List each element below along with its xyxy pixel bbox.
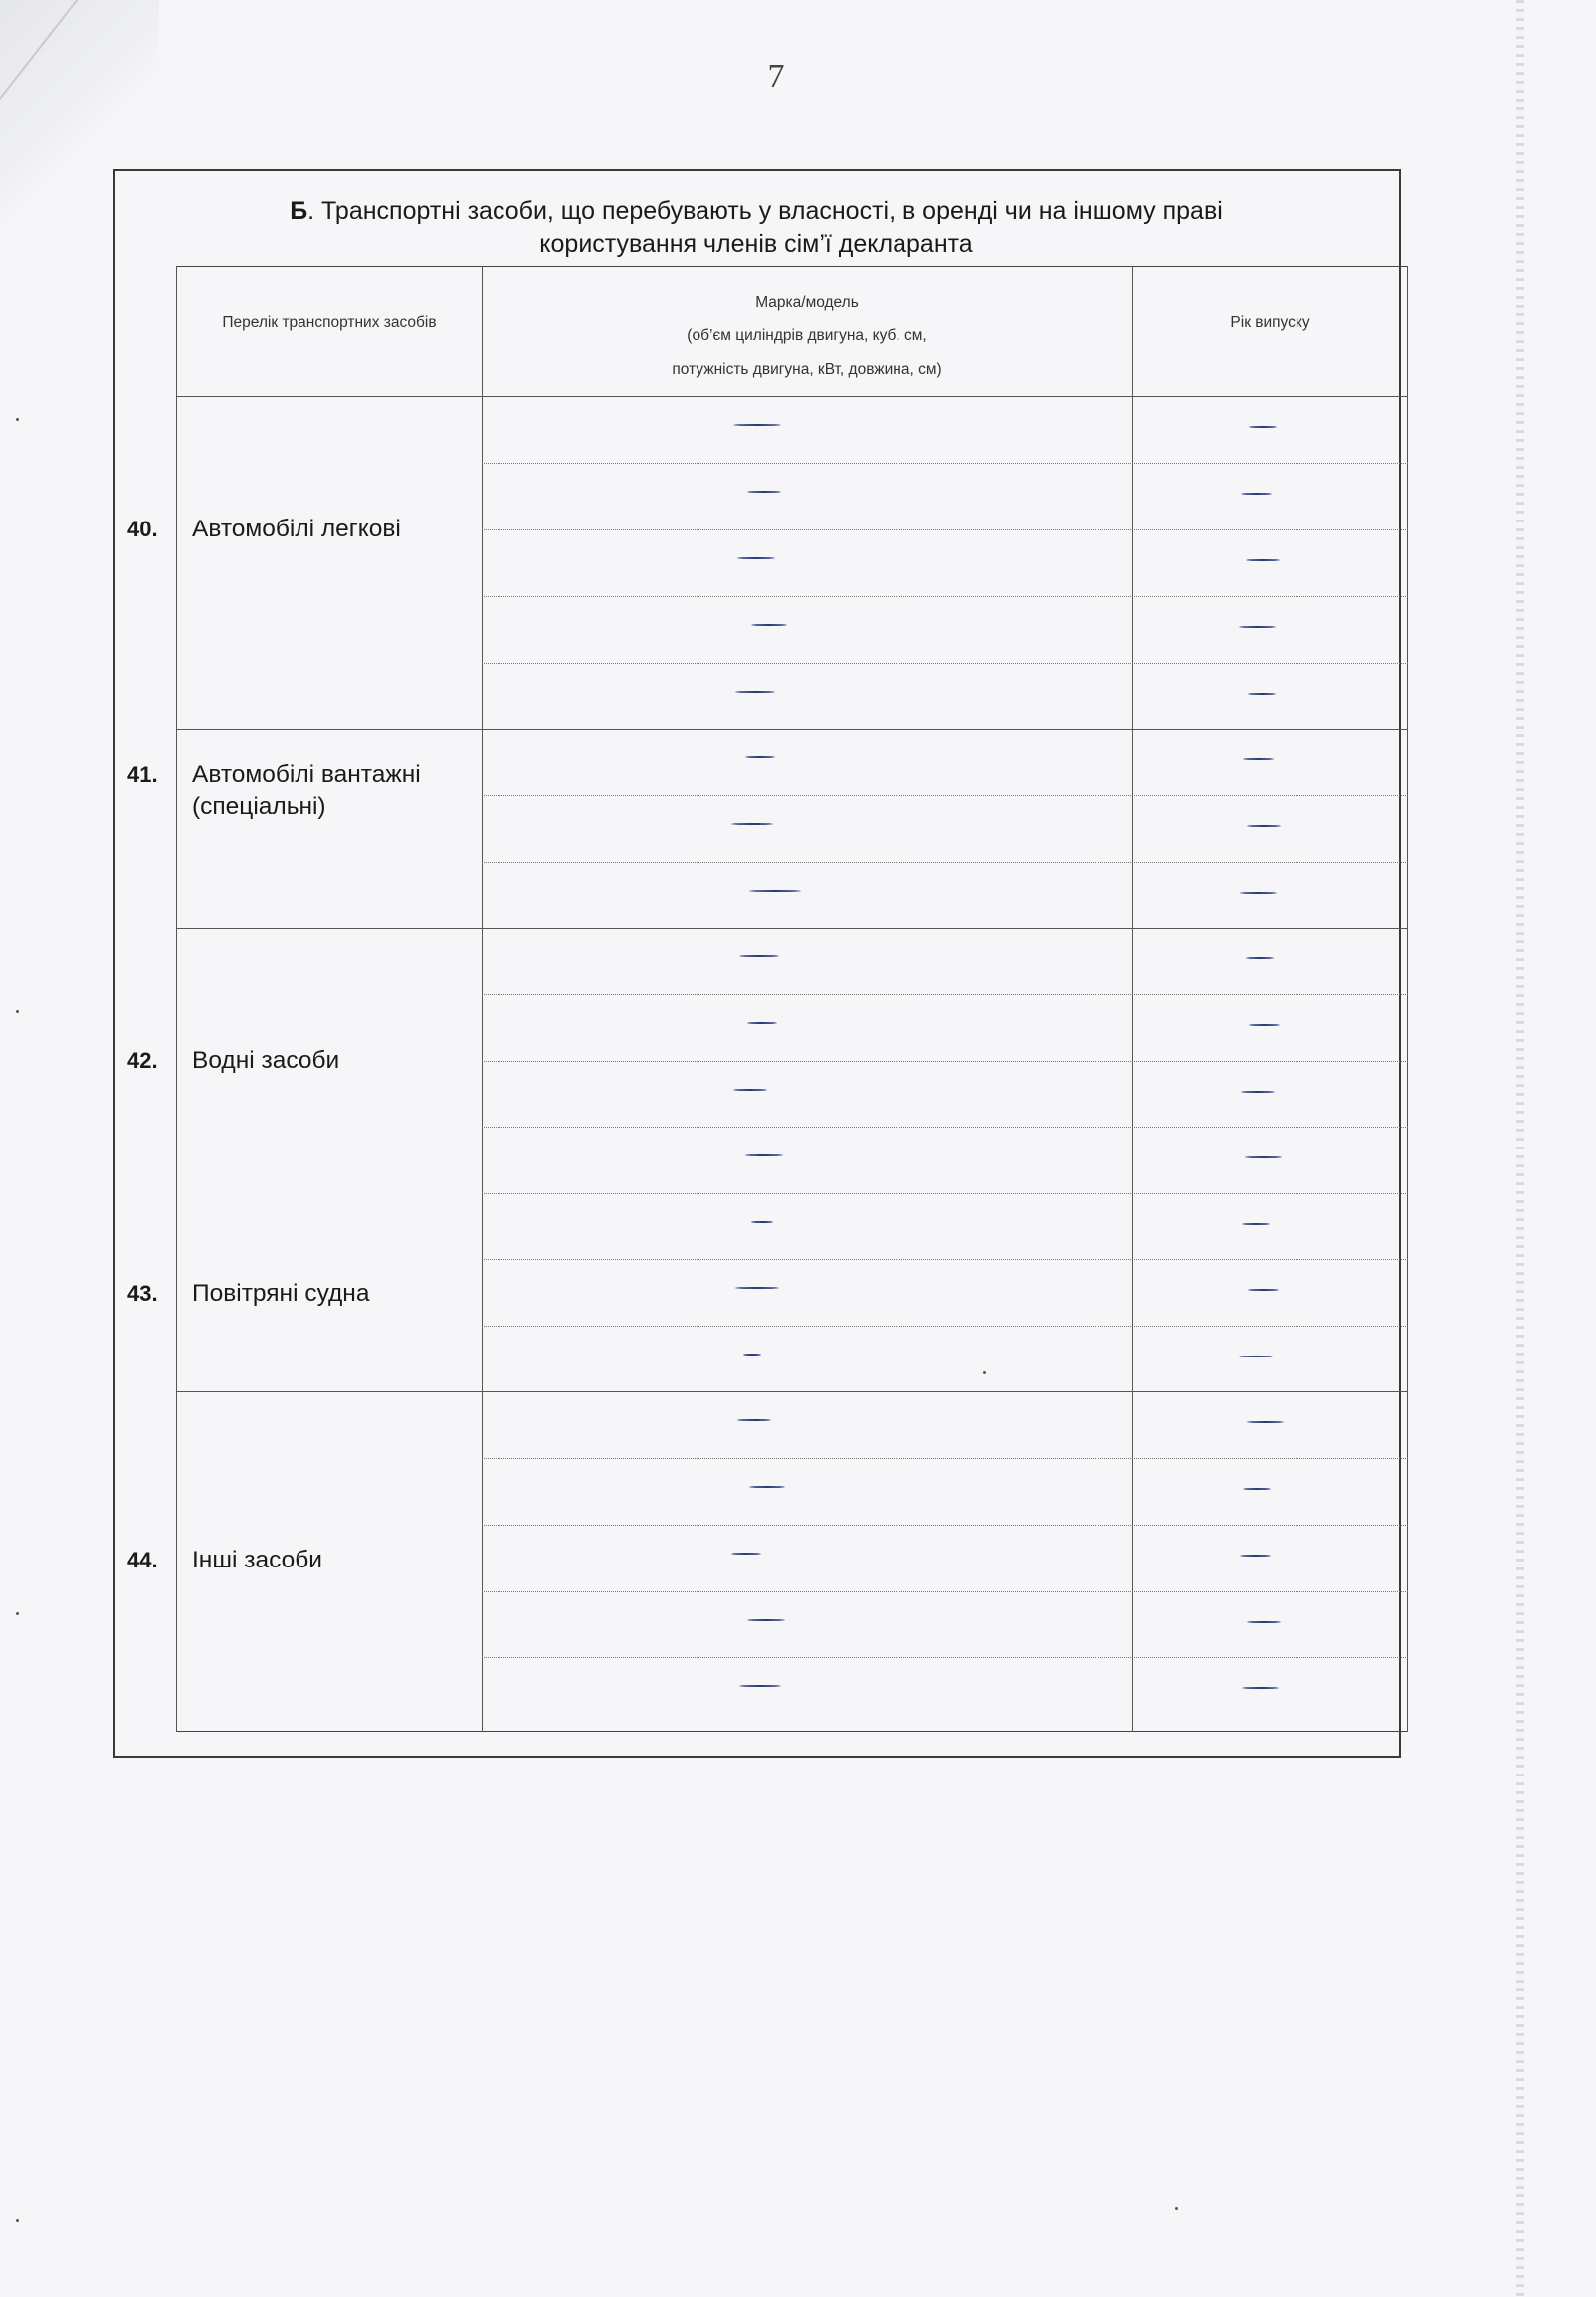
marka-dash-mark (739, 1685, 781, 1687)
year-dash-mark (1243, 758, 1274, 760)
sub-row-divider (482, 1061, 1408, 1062)
page-number: 7 (767, 58, 785, 95)
marka-dash-mark (731, 823, 773, 825)
year-dash-mark (1247, 825, 1281, 827)
year-dash-mark (1249, 1024, 1280, 1026)
sub-row-divider (482, 529, 1408, 530)
year-dash-mark (1242, 1687, 1279, 1689)
sub-row-divider (482, 463, 1408, 464)
sub-row-divider (482, 596, 1408, 597)
marka-dash-mark (743, 1354, 761, 1356)
year-dash-mark (1249, 426, 1277, 428)
sub-row-divider (482, 1326, 1408, 1327)
row-label-water: Водні засоби (192, 1047, 340, 1074)
marka-dash-mark (739, 955, 779, 957)
header-make-model-line3: потужність двигуна, кВт, довжина, см) (672, 361, 942, 378)
year-dash-mark (1243, 1488, 1271, 1490)
scan-speck (16, 418, 19, 421)
header-make-model-line2: (об’єм циліндрів двигуна, куб. см, (687, 327, 927, 344)
sub-row-divider (482, 1193, 1408, 1194)
row-number-43: 43. (127, 1281, 158, 1306)
marka-dash-mark (737, 1419, 771, 1421)
header-year: Рік випуску (1230, 314, 1310, 331)
header-make-model (482, 286, 1132, 387)
table-border-left (176, 266, 177, 1732)
row-label-trucks (192, 759, 421, 823)
marka-dash-mark (747, 1619, 785, 1621)
marka-dash-mark (747, 491, 781, 493)
row-number-41: 41. (127, 762, 158, 787)
header-make-model-line1: Марка/модель (755, 294, 859, 311)
marka-dash-mark (735, 1287, 779, 1289)
scan-speck (16, 1010, 19, 1013)
year-dash-mark (1240, 892, 1277, 894)
marka-dash-mark (749, 890, 801, 892)
section-title-line1: . Транспортні засоби, що перебувають у власності, в оренді чи на іншому праві (307, 197, 1223, 225)
scan-edge (1516, 0, 1524, 2297)
row-number-44: 44. (127, 1548, 158, 1572)
marka-dash-mark (745, 1154, 783, 1156)
sub-row-divider (482, 1591, 1408, 1592)
sub-row-divider (482, 1657, 1408, 1658)
row-label-aircraft: Повітряні судна (192, 1280, 370, 1307)
group-separator (176, 729, 1408, 730)
year-dash-mark (1245, 1156, 1282, 1158)
section-letter: Б (290, 197, 308, 225)
row-label-cars: Автомобілі легкові (192, 516, 401, 542)
year-dash-mark (1239, 1356, 1273, 1357)
sub-row-divider (482, 994, 1408, 995)
marka-dash-mark (751, 1221, 773, 1223)
sub-row-divider (482, 795, 1408, 796)
marka-dash-mark (749, 1486, 785, 1488)
marka-dash-mark (751, 624, 787, 626)
scan-speck (1175, 2207, 1178, 2210)
sub-row-divider (482, 862, 1408, 863)
section-title-line2: користування членів сім’ї декларанта (539, 230, 973, 258)
header-bottom-rule (176, 396, 1408, 397)
year-dash-mark (1241, 493, 1272, 495)
sub-row-divider (482, 663, 1408, 664)
row-label-other: Інші засоби (192, 1547, 322, 1573)
row-number-42: 42. (127, 1048, 158, 1073)
marka-dash-mark (733, 424, 781, 426)
sub-row-divider (482, 1458, 1408, 1459)
year-dash-mark (1239, 626, 1276, 628)
year-dash-mark (1248, 1289, 1279, 1291)
section-frame (113, 169, 1401, 1758)
marka-dash-mark (731, 1553, 761, 1555)
row-label-trucks-line2: (спеціальні) (192, 793, 326, 820)
scan-speck (16, 2219, 19, 2222)
marka-dash-mark (733, 1089, 767, 1091)
year-dash-mark (1246, 559, 1280, 561)
group-separator (176, 928, 1408, 929)
year-dash-mark (1241, 1091, 1275, 1093)
sub-row-divider (482, 1127, 1408, 1128)
year-dash-mark (1248, 693, 1276, 695)
year-dash-mark (1242, 1223, 1270, 1225)
marka-dash-mark (735, 691, 775, 693)
scan-speck (983, 1371, 986, 1374)
year-dash-mark (1240, 1555, 1271, 1557)
group-separator (176, 1391, 1408, 1392)
marka-dash-mark (745, 756, 775, 758)
row-number-40: 40. (127, 517, 158, 541)
section-title (179, 195, 1333, 261)
scan-speck (16, 1612, 19, 1615)
marka-dash-mark (737, 557, 775, 559)
header-vehicle-list: Перелік транспортних засобів (222, 314, 437, 331)
year-dash-mark (1246, 957, 1274, 959)
table-col-divider-2 (1132, 266, 1133, 1732)
row-label-trucks-line1: Автомобілі вантажні (192, 761, 421, 788)
year-dash-mark (1247, 1421, 1284, 1423)
sub-row-divider (482, 1259, 1408, 1260)
marka-dash-mark (747, 1022, 777, 1024)
year-dash-mark (1247, 1621, 1281, 1623)
table-col-divider-1 (482, 266, 483, 1732)
sub-row-divider (482, 1525, 1408, 1526)
table-border-right (1407, 266, 1408, 1732)
